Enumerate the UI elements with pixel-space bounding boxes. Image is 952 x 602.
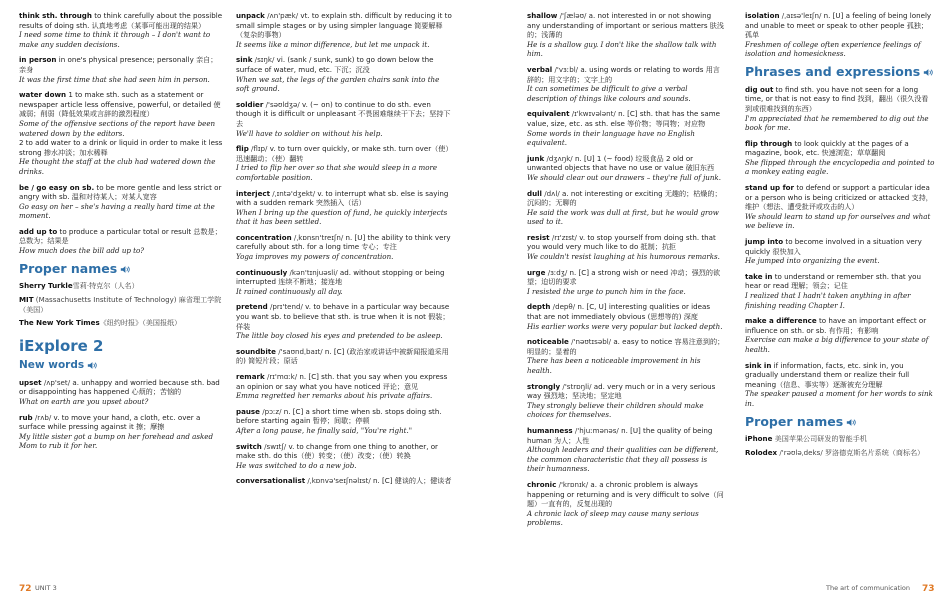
vocab-entry xyxy=(527,11,725,59)
definition: n. [C] sth. that you say when you express an opinion or say what you have noticed 评论；意见 xyxy=(236,372,448,391)
vocab-entry xyxy=(745,316,935,354)
example-sentence: How much does the bill add up to? xyxy=(19,246,145,256)
headword: switch xyxy=(236,441,262,451)
definition: 1 to make sth. such as a statement or newspaper article less offensive, powerful, or detailed 使减弱；削弱（降低效果或言辞的激烈程度） xyxy=(19,90,221,119)
pronunciation: /dʌl/ xyxy=(542,188,560,198)
vocab-entry xyxy=(527,480,725,528)
example-sentence: We should clear out our drawers – they're full of junk. xyxy=(527,172,721,182)
pronunciation: /ˌɪntə'dʒekt/ xyxy=(270,188,316,198)
speaker-icon[interactable] xyxy=(120,265,130,274)
proper-name: Rolodex xyxy=(745,447,778,457)
speaker-icon[interactable] xyxy=(923,68,933,77)
vocab-entry xyxy=(19,11,224,49)
proper-name-entry xyxy=(19,318,224,328)
vocab-entry xyxy=(236,407,454,436)
phrases-list xyxy=(745,85,935,409)
example-sentence: Some of the offensive sections of the report have been watered down by the editors. xyxy=(19,118,216,138)
pronunciation: /rɪ'mɑːk/ xyxy=(264,372,298,381)
example-sentence: He thought the staff at the club had watered down the drinks. xyxy=(19,157,216,176)
pronunciation: /ɜːdʒ/ xyxy=(545,267,568,277)
example-sentence: She flipped through the encyclopedia and pointed to a monkey eating eagle. xyxy=(745,157,935,177)
vocab-entry xyxy=(745,139,935,177)
vocab-entry xyxy=(745,183,935,231)
pronunciation: /pɔːz/ xyxy=(259,406,282,416)
vocab-entry xyxy=(745,85,935,133)
vocab-entry xyxy=(236,372,454,401)
example-sentence: I tried to flip her over so that she would sleep in a more comfortable position. xyxy=(236,163,438,182)
page-number-left: 72 xyxy=(19,584,32,594)
definition: v. to move your hand, a cloth, etc. over a surface while pressing against it 擦；摩擦 xyxy=(19,412,201,432)
pronunciation: /prɪ'tend/ xyxy=(267,302,303,312)
definition: vt. to explain sth. difficult by reducing it to small simple stages or by using simpler language 简要解释（复杂的事物） xyxy=(236,11,452,40)
proper-names-list xyxy=(19,281,224,327)
example-sentence: Yoga improves my powers of concentration. xyxy=(236,252,394,262)
section-title-iexplore: iExplore 2 xyxy=(19,336,104,355)
headword: soldier xyxy=(236,99,264,109)
definition: in one's physical presence; personally 亲自；亲身 xyxy=(19,55,218,74)
headword: sink in xyxy=(745,360,772,370)
proper-name-gloss: (Massachusetts Institute of Technology) 麻省理工学院（美国） xyxy=(19,295,222,314)
proper-name-gloss: 雪莉·特克尔（人名） xyxy=(72,281,139,291)
proper-name-gloss: 美国苹果公司研发的智能手机 xyxy=(772,434,867,444)
headword: concentration xyxy=(236,232,292,242)
pronunciation: /rɪ'zɪst/ xyxy=(549,232,577,242)
headword: verbal xyxy=(527,64,553,74)
left-page-column-1 xyxy=(19,11,224,457)
headword: dull xyxy=(527,188,542,198)
proper-name: The New York Times xyxy=(19,318,100,328)
vocab-entry xyxy=(236,442,454,471)
pronunciation: /'strɒŋli/ xyxy=(560,381,592,391)
definition: a. using words or relating to words 用言辞的；用文字的；文字上的 xyxy=(527,64,720,84)
headword: make a difference xyxy=(745,316,817,326)
vocab-entry xyxy=(236,11,454,49)
definition: to become involved in a situation very quickly 很快加入 xyxy=(745,237,922,256)
headword: depth xyxy=(527,302,551,312)
definition: 2 to add water to a drink or liquid in order to make it less strong 掺水冲淡；加水稀释 xyxy=(19,138,223,157)
example-sentence: I realized that I hadn't taken anything in after finishing reading Chapter I. xyxy=(745,291,911,310)
definition: v. to stop yourself from doing sth. that you would very much like to do 抵制；抗拒 xyxy=(527,232,716,252)
definition: a. unhappy and worried because sth. bad or disappointing has happened 心烦的；苦恼的 xyxy=(19,377,220,397)
vocab-entry xyxy=(19,90,224,176)
proper-name-gloss: 《纽约时报》（美国报纸） xyxy=(99,318,182,328)
definition: to look quickly at the pages of a magazine, book, etc. 快速浏览；草草翻阅 xyxy=(745,138,909,158)
headword: add up to xyxy=(19,226,58,236)
proper-name-entry xyxy=(19,281,224,291)
vocab-entry xyxy=(745,272,935,310)
example-sentence: I'm appreciated that he remembered to dig out the book for me. xyxy=(745,113,929,133)
definition: n. [C] 健谈的人；健谈者 xyxy=(370,476,452,486)
proper-name: Sherry Turkle xyxy=(19,281,73,291)
definition: vi. (sank / sunk, sunk) to go down below the surface of water, mud, etc. 下沉；沉没 xyxy=(236,55,434,74)
headword: jump into xyxy=(745,237,784,247)
headword: rub xyxy=(19,412,33,422)
right-page-column-1 xyxy=(527,11,725,534)
example-sentence: It was the first time that she had seen him in person. xyxy=(19,74,210,84)
pronunciation: /kən'tɪnjuəsli/ xyxy=(287,267,338,277)
definition: v. to interrupt what sb. else is saying with a sudden remark 突然插入（话） xyxy=(236,188,449,208)
vocab-entry xyxy=(527,189,725,227)
proper-name-entry xyxy=(745,434,935,444)
example-sentence: He said the work was dull at first, but he would grow used to it. xyxy=(527,207,719,227)
vocab-entry xyxy=(236,55,454,93)
page-number-right: 73 xyxy=(922,584,935,594)
example-sentence: His earlier works were very popular but lacked depth. xyxy=(527,321,723,331)
example-sentence: He jumped into organizing the event. xyxy=(745,256,880,266)
vocab-entry xyxy=(19,227,224,256)
headword: noticeable xyxy=(527,337,569,347)
chapter-title: The art of communication xyxy=(826,584,911,592)
definition: a. easy to notice 容易注意到的；明显的；显着的 xyxy=(527,337,725,356)
pronunciation: /'krɒnɪk/ xyxy=(556,479,589,489)
vocab-entry xyxy=(745,11,935,59)
pronunciation: /depθ/ xyxy=(550,302,576,312)
headword: flip through xyxy=(745,138,793,148)
headword: pretend xyxy=(236,302,268,312)
vocab-entry xyxy=(527,109,725,147)
vocab-entry xyxy=(236,347,454,366)
proper-name-entry xyxy=(19,295,224,314)
headword: unpack xyxy=(236,11,265,20)
proper-names-heading: Proper names xyxy=(745,415,935,429)
definition: v. to turn over quickly, or make sth. turn over（使）迅速翻动；（使）翻转 xyxy=(236,144,453,163)
example-sentence: When we sat, the legs of the garden chairs sank into the soft ground. xyxy=(236,74,440,94)
example-sentence: The little boy closed his eyes and pretended to be asleep. xyxy=(236,331,443,341)
headword: sink xyxy=(236,55,253,65)
example-sentence: We'll have to soldier on without his help. xyxy=(236,128,383,138)
pronunciation: /'hjuːmənəs/ xyxy=(572,425,619,435)
proper-name-entry xyxy=(745,448,935,458)
definition: n. [U] 1 (~ food) 垃圾食品 2 old or unwanted objects that have no use or value 破旧东西 xyxy=(527,153,715,173)
vocab-entry xyxy=(236,268,454,297)
definition: ad. very much or in a very serious way 强烈地；坚决地；坚定地 xyxy=(527,381,716,401)
headword: chronic xyxy=(527,479,557,489)
pronunciation: /ʌp'set/ xyxy=(41,377,71,387)
example-sentence: It rained continuously all day. xyxy=(236,286,343,296)
example-sentence: The speaker paused a moment for her words to sink in. xyxy=(745,389,933,408)
example-sentence: After a long pause, he finally said, "You're right." xyxy=(236,425,413,435)
vocab-entry xyxy=(236,144,454,182)
headword: urge xyxy=(527,267,546,277)
vocab-entry xyxy=(527,302,725,331)
headword: remark xyxy=(236,372,265,381)
headword: conversationalist xyxy=(236,476,306,486)
pronunciation: /ʌn'pæk/ xyxy=(264,11,299,20)
pronunciation: /ˌaɪsə'leɪʃn/ xyxy=(779,11,822,20)
vocab-entry xyxy=(19,413,224,451)
headword: isolation xyxy=(745,11,780,20)
phrases-heading: Phrases and expressions xyxy=(745,65,935,79)
pronunciation: /sɪŋk/ xyxy=(252,55,275,65)
definition: v. to behave in a particular way because you want sb. to believe that sth. is true when it is not 假装；佯装 xyxy=(236,302,450,331)
headword: junk xyxy=(527,153,545,163)
definition: to be more gentle and less strict or angry with sb. 温和对待某人；对某人宽容 xyxy=(19,182,222,202)
example-sentence: There has been a noticeable improvement in his health. xyxy=(527,356,701,375)
definition: to defend or support a particular idea or a person who is being criticized or attacked 支持，维护（想法、遭受批评或攻击的人） xyxy=(745,183,933,212)
vocab-entry xyxy=(236,233,454,262)
definition: ad. without stopping or being interrupted 连续不断地；接连地 xyxy=(236,267,445,287)
example-sentence: Go easy on her – she's having a really hard time at the moment. xyxy=(19,201,215,221)
vocab-entry xyxy=(527,268,725,297)
headword: resist xyxy=(527,232,550,242)
pronunciation: /dʒʌŋk/ xyxy=(544,153,573,163)
vocab-entry xyxy=(527,233,725,262)
headword: dig out xyxy=(745,84,774,94)
vocab-list xyxy=(19,11,224,256)
vocab-entry xyxy=(527,65,725,103)
example-sentence: Emma regretted her remarks about his private affairs. xyxy=(236,391,433,401)
example-sentence: I need some time to think it through – I don't want to make any sudden decisions. xyxy=(19,30,211,49)
proper-name-gloss: /'rəʊləˌdeks/ 罗洛德克斯名片系统（商标名） xyxy=(777,447,925,457)
vocab-entry xyxy=(527,337,725,375)
pronunciation: /swɪtʃ/ xyxy=(261,441,287,451)
definition: n. [C] a short time when sb. stops doing sth. before starting again 暂停；间歇；停顿 xyxy=(236,406,442,426)
example-sentence: It can sometimes be difficult to give a verbal description of things like colours and sounds. xyxy=(527,84,691,103)
example-sentence: Exercise can make a big difference to your state of health. xyxy=(745,335,929,354)
definition: n. [U] a feeling of being lonely and unable to meet or speak to other people 孤独；孤单 xyxy=(745,11,932,40)
example-sentence: He was switched to do a new job. xyxy=(236,460,357,470)
definition: v. to change from one thing to another, or make sth. do this（使）转变；（使）改变；（使）转换 xyxy=(236,441,438,461)
definition: to produce a particular total or result 总数是；总数为；结果是 xyxy=(19,226,222,246)
example-sentence: My little sister got a bump on her forehead and asked Mom to rub it for her. xyxy=(19,431,214,451)
headword: pause xyxy=(236,406,260,416)
proper-names-list xyxy=(745,434,935,457)
example-sentence: Although leaders and their qualities can be different, the common characteristic that they all possess is their humanness. xyxy=(527,445,719,474)
proper-names-heading: Proper names xyxy=(19,262,224,276)
definition: to think carefully about the possible results of doing sth. 认真地考虑（某事可能出现的结果） xyxy=(19,11,223,30)
vocab-entry xyxy=(745,361,935,409)
vocab-entry xyxy=(527,426,725,474)
pronunciation: /rʌb/ xyxy=(32,412,52,422)
new-words-heading: New words xyxy=(19,360,224,372)
headword: equivalent xyxy=(527,109,570,119)
example-sentence: When I bring up the question of fund, he quickly interjects that it has been settled. xyxy=(236,207,448,227)
example-sentence: A chronic lack of sleep may cause many serious problems. xyxy=(527,508,699,528)
headword: continuously xyxy=(236,267,288,277)
headword: water down xyxy=(19,90,67,100)
left-page-column-2 xyxy=(236,11,454,492)
example-sentence: He is a shallow guy. I don't like the shallow talk with him. xyxy=(527,39,717,59)
definition: n. [C] sth. that has the same value, size, etc. as sth. else 等价物；等同物；对应物 xyxy=(527,109,720,128)
example-sentence: I resisted the urge to punch him in the face. xyxy=(527,286,686,296)
unit-label: UNIT 3 xyxy=(35,584,57,592)
example-sentence: Freshmen of college often experience feelings of isolation and homesickness. xyxy=(745,39,921,59)
definition: v. (~ on) to continue to do sth. even though it is difficult or unpleasant 不畏困难继续干下去；坚持下去 xyxy=(236,99,451,128)
headword: think sth. through xyxy=(19,11,92,20)
vocab-list xyxy=(19,378,224,451)
vocab-entry xyxy=(527,154,725,183)
speaker-icon[interactable] xyxy=(87,361,97,370)
vocab-entry xyxy=(236,476,454,486)
vocab-entry xyxy=(236,302,454,340)
pronunciation: /'vɜːbl/ xyxy=(552,64,579,74)
headword: flip xyxy=(236,144,249,154)
definition: a. not interested in or not showing any understanding of important or serious matters 肤浅的；浅薄的 xyxy=(527,11,724,40)
pronunciation: /'nəʊtɪsəbl/ xyxy=(568,337,612,347)
definition: n. [C] a strong wish or need 冲动；强烈的欲望；迫切的要求 xyxy=(527,267,721,287)
example-sentence: We couldn't resist laughing at his humorous remarks. xyxy=(527,252,720,262)
headword: stand up for xyxy=(745,183,795,193)
right-page-column-2 xyxy=(745,11,935,461)
example-sentence: It seems like a minor difference, but let me unpack it. xyxy=(236,39,430,49)
headword: shallow xyxy=(527,11,558,20)
definition: to have an important effect or influence on sth. or sb. 有作用；有影响 xyxy=(745,316,927,335)
headword: soundbite xyxy=(236,346,276,356)
vocab-list xyxy=(745,11,935,59)
headword: interject xyxy=(236,188,271,198)
vocab-entry xyxy=(236,189,454,227)
definition: n. [U] the ability to think very carefully about sth. for a long time 专心；专注 xyxy=(236,232,451,252)
example-sentence: Some words in their language have no English equivalent. xyxy=(527,128,695,148)
vocab-entry xyxy=(745,237,935,266)
vocab-entry xyxy=(19,55,224,84)
vocab-entry xyxy=(527,382,725,420)
definition: a. a chronic problem is always happening or returning and is very difficult to solve（问题）一直有的，反复出现的 xyxy=(527,479,724,509)
definition: n. [C] (政治家或讲话中被新闻报道采用的) 简短片段；原话 xyxy=(236,346,449,366)
headword: be / go easy on sb. xyxy=(19,182,95,192)
proper-name: MIT xyxy=(19,295,34,304)
pronunciation: /flɪp/ xyxy=(248,144,268,154)
vocab-list xyxy=(527,11,725,528)
pronunciation: /ɪ'kwɪvələnt/ xyxy=(569,109,616,119)
example-sentence: They strongly believe their children should make choices for themselves. xyxy=(527,400,704,420)
vocab-entry xyxy=(19,183,224,221)
pronunciation: /ˌkɒnvə'seɪʃnəlɪst/ xyxy=(305,476,371,486)
pronunciation: /'saʊndˌbaɪt/ xyxy=(276,346,323,356)
definition: if information, facts, etc. sink in, you gradually understand them or realize their full meaning（信息、事实等）逐渐被充分理解 xyxy=(745,360,910,389)
definition: n. [C, U] interesting qualities or ideas that are not immediately obvious (思想等的) 深度 xyxy=(527,302,711,322)
definition: to find sth. you have not seen for a long time, or that is not easy to find 找到，翻出（很久没看到或很难找到的东西） xyxy=(745,84,929,113)
pronunciation: /'səʊldʒə/ xyxy=(263,99,300,109)
example-sentence: What on earth are you upset about? xyxy=(19,397,149,407)
vocab-list xyxy=(236,11,454,486)
definition: to understand or remember sth. that you hear or read 理解；领会；记住 xyxy=(745,271,921,291)
vocab-entry xyxy=(236,100,454,138)
headword: humanness xyxy=(527,425,573,435)
definition: a. not interesting or exciting 无趣的；枯燥的；沉闷的；无聊的 xyxy=(527,188,722,208)
example-sentence: We should learn to stand up for ourselves and what we believe in. xyxy=(745,211,931,231)
vocab-entry xyxy=(19,378,224,407)
pronunciation: /ˌkɒnsn'treɪʃn/ xyxy=(291,232,344,242)
proper-name: iPhone xyxy=(745,434,773,444)
headword: take in xyxy=(745,271,773,281)
headword: strongly xyxy=(527,381,561,391)
definition: n. [U] the quality of being human 为人；人性 xyxy=(527,425,713,445)
headword: in person xyxy=(19,55,57,65)
headword: upset xyxy=(19,377,42,387)
speaker-icon[interactable] xyxy=(846,418,856,427)
pronunciation: /'ʃæləʊ/ xyxy=(557,11,587,20)
